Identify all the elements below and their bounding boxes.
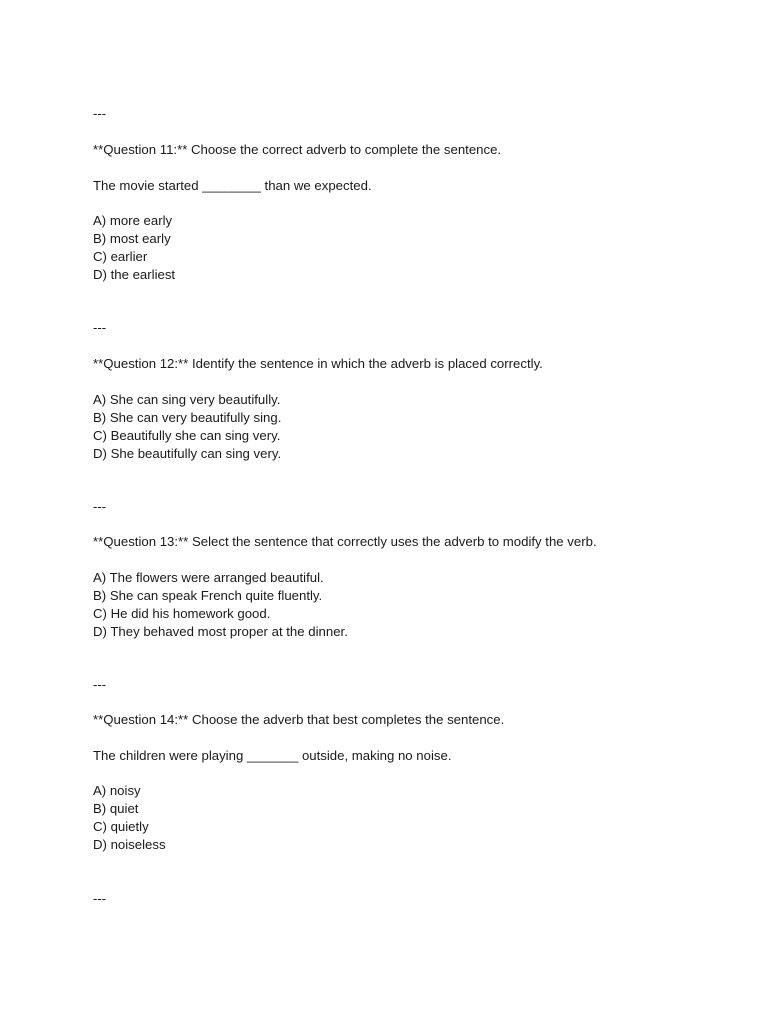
separator: --- [93,499,107,514]
answer-option: A) The flowers were arranged beautiful. [93,570,324,585]
question-sentence: The children were playing _______ outside, making no noise. [93,748,452,763]
answer-option: C) Beautifully she can sing very. [93,428,281,443]
answer-option: B) quiet [93,801,139,816]
answer-option: B) most early [93,231,171,246]
answer-option: C) He did his homework good. [93,606,271,621]
answer-option: A) noisy [93,783,141,798]
question-prompt: **Question 13:** Select the sentence that correctly uses the adverb to modify the verb. [93,534,597,549]
answer-option: D) She beautifully can sing very. [93,446,282,461]
separator: --- [93,320,107,335]
separator: --- [93,891,107,906]
separator: --- [93,106,107,121]
question-prompt: **Question 14:** Choose the adverb that best completes the sentence. [93,712,505,727]
question-prompt: **Question 12:** Identify the sentence in which the adverb is placed correctly. [93,356,543,371]
answer-option: D) noiseless [93,837,166,852]
separator: --- [93,677,107,692]
answer-option: B) She can very beautifully sing. [93,410,282,425]
answer-option: D) They behaved most proper at the dinner. [93,624,348,639]
answer-option: C) earlier [93,249,148,264]
answer-option: A) more early [93,213,173,228]
answer-option: B) She can speak French quite fluently. [93,588,323,603]
answer-option: A) She can sing very beautifully. [93,392,281,407]
answer-option: C) quietly [93,819,149,834]
answer-option: D) the earliest [93,267,176,282]
question-sentence: The movie started ________ than we expected. [93,178,372,193]
question-prompt: **Question 11:** Choose the correct adverb to complete the sentence. [93,142,502,157]
